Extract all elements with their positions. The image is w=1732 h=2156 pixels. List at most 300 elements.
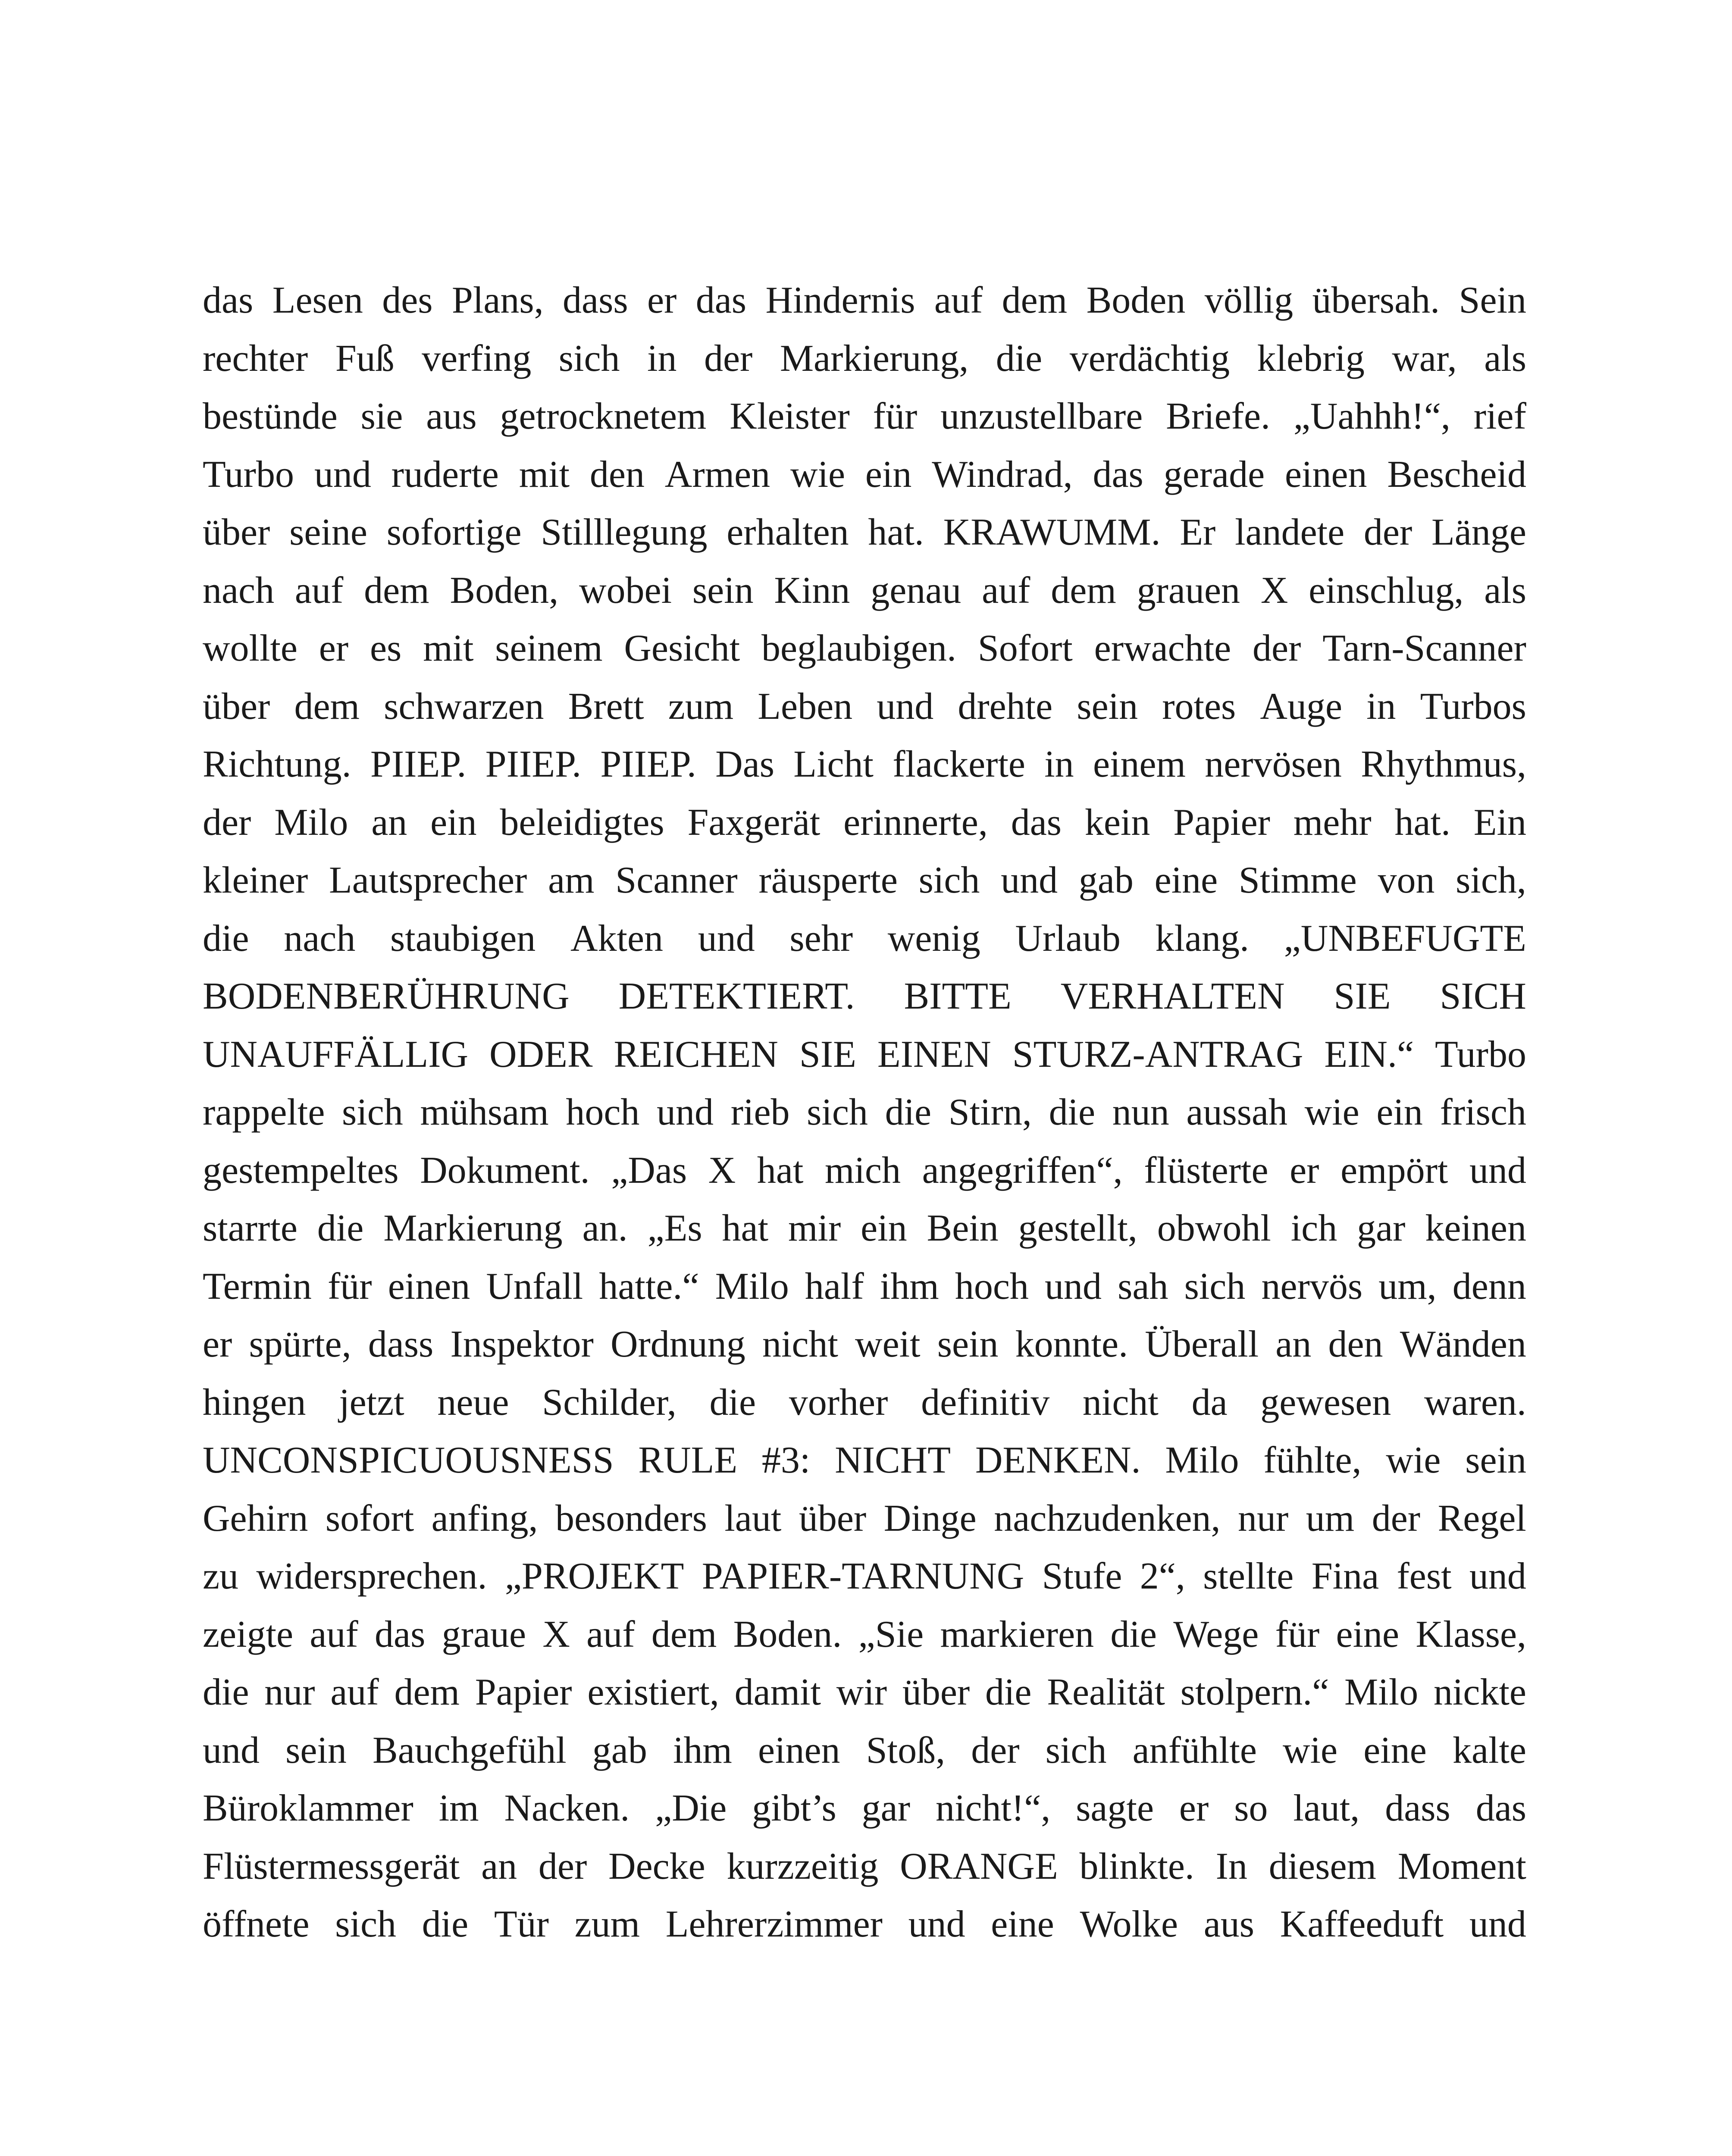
word: sein: [937, 1323, 999, 1365]
word: es: [370, 627, 402, 669]
text-line: [203, 1606, 1526, 1664]
word: des: [382, 279, 433, 321]
word: an: [481, 1845, 517, 1887]
word: das: [375, 1613, 426, 1655]
word: rief: [1473, 395, 1526, 437]
word: „Das: [611, 1149, 687, 1191]
word: Realität: [1047, 1671, 1165, 1713]
word: KRAWUMM.: [943, 511, 1161, 553]
word: er: [319, 627, 349, 669]
word: hatte.“: [599, 1265, 699, 1307]
word: gibt’s: [752, 1787, 836, 1829]
word: war,: [1392, 337, 1457, 379]
word: Plans,: [451, 279, 544, 321]
word: Brett: [568, 685, 644, 727]
word: DENKEN.: [975, 1439, 1141, 1481]
word: keinen: [1425, 1207, 1526, 1249]
word: klebrig: [1257, 337, 1365, 379]
word: das: [1475, 1787, 1526, 1829]
word: sich: [807, 1091, 868, 1133]
word: wenig: [887, 917, 980, 959]
word: obwohl: [1157, 1207, 1271, 1249]
word: X: [1260, 569, 1288, 611]
word: wie: [790, 453, 846, 495]
word: jetzt: [339, 1381, 404, 1423]
word: Dinge: [883, 1497, 977, 1539]
word: das: [1011, 801, 1062, 843]
word: Faxgerät: [687, 801, 821, 843]
word: sah: [1118, 1265, 1168, 1307]
word: Scanner: [615, 859, 738, 901]
word: ich: [1290, 1207, 1337, 1249]
word: In: [1215, 1845, 1247, 1887]
word: SIE: [1334, 975, 1391, 1017]
word: wollte: [203, 627, 298, 669]
word: angegriffen“,: [922, 1149, 1123, 1191]
word: er: [647, 279, 677, 321]
word: empört: [1340, 1149, 1448, 1191]
word: Turbos: [1420, 685, 1526, 727]
word: graue: [442, 1613, 526, 1655]
word: über: [902, 1671, 970, 1713]
word: dem: [364, 569, 429, 611]
word: dem: [1051, 569, 1116, 611]
word: denn: [1452, 1265, 1526, 1307]
word: Bescheid: [1387, 453, 1526, 495]
word: eine: [1154, 859, 1218, 901]
word: und: [657, 1091, 714, 1133]
word: hoch: [566, 1091, 640, 1133]
word: die: [885, 1091, 932, 1133]
word: bestünde: [203, 395, 338, 437]
word: und: [908, 1903, 965, 1945]
word: stellte: [1203, 1555, 1294, 1597]
word: der: [704, 337, 753, 379]
word: gab: [592, 1729, 647, 1771]
text-line: [203, 1780, 1526, 1838]
word: grauen: [1137, 569, 1240, 611]
word: auf: [330, 1671, 379, 1713]
word: auf: [934, 279, 983, 321]
word: der: [1372, 1497, 1421, 1539]
word: sich: [335, 1903, 397, 1945]
word: einen: [388, 1265, 470, 1307]
word: dass: [563, 279, 628, 321]
word: dem: [651, 1613, 717, 1655]
word: kein: [1084, 801, 1150, 843]
word: Boden,: [450, 569, 559, 611]
word: sofortige: [386, 511, 522, 553]
word: Boden: [1086, 279, 1186, 321]
word: Ein: [1473, 801, 1526, 843]
text-line: [203, 968, 1526, 1026]
word: beleidigtes: [500, 801, 664, 843]
word: frisch: [1440, 1091, 1526, 1133]
word: rotes: [1162, 685, 1236, 727]
word: zum: [574, 1903, 640, 1945]
word: PIIEP.: [370, 743, 467, 785]
word: zum: [668, 685, 734, 727]
word: als: [1484, 337, 1526, 379]
word: gar: [861, 1787, 911, 1829]
text-line: [203, 678, 1526, 736]
word: aussah: [1186, 1091, 1288, 1133]
word: rappelte: [203, 1091, 325, 1133]
word: Ordnung: [610, 1323, 745, 1365]
word: Gesicht: [624, 627, 740, 669]
text-line: [203, 736, 1526, 794]
word: Bein: [927, 1207, 999, 1249]
word: Fina: [1311, 1555, 1379, 1597]
word: den: [1328, 1323, 1383, 1365]
word: landete: [1235, 511, 1345, 553]
word: Schilder,: [542, 1381, 677, 1423]
word: in: [1366, 685, 1396, 727]
word: ein: [430, 801, 477, 843]
word: auf: [310, 1613, 358, 1655]
word: über: [203, 511, 270, 553]
word: nur: [1238, 1497, 1289, 1539]
word: spürte,: [249, 1323, 351, 1365]
text-line: [203, 1316, 1526, 1374]
word: mit: [423, 627, 474, 669]
word: Milo: [274, 801, 348, 843]
word: mehr: [1293, 801, 1372, 843]
word: um: [1306, 1497, 1355, 1539]
word: nun: [1112, 1091, 1169, 1133]
word: einschlug,: [1309, 569, 1464, 611]
word: Büroklammer: [203, 1787, 413, 1829]
word: Nacken.: [504, 1787, 630, 1829]
word: übersah.: [1312, 279, 1440, 321]
word: hat: [757, 1149, 804, 1191]
word: RULE: [638, 1439, 738, 1481]
word: Das: [715, 743, 775, 785]
word: „Uahhh!“,: [1293, 395, 1450, 437]
text-line: [203, 446, 1526, 504]
word: und: [203, 1729, 260, 1771]
word: ein: [861, 1207, 907, 1249]
word: Papier: [1173, 801, 1270, 843]
word: Papier: [475, 1671, 572, 1713]
word: Kinn: [774, 569, 850, 611]
word: das: [695, 279, 747, 321]
text-line: [203, 1374, 1526, 1432]
word: nicht: [1082, 1381, 1159, 1423]
word: den: [589, 453, 645, 495]
word: drehte: [958, 685, 1053, 727]
word: der: [1253, 627, 1301, 669]
word: und: [1469, 1903, 1526, 1945]
word: seine: [289, 511, 367, 553]
word: und: [1469, 1149, 1526, 1191]
word: dem: [394, 1671, 460, 1713]
word: wir: [836, 1671, 887, 1713]
word: an: [371, 801, 407, 843]
word: in: [1044, 743, 1074, 785]
word: eine: [991, 1903, 1054, 1945]
word: auf: [294, 569, 344, 611]
word: laut,: [1293, 1787, 1360, 1829]
word: gestempeltes: [203, 1149, 399, 1191]
word: hat.: [868, 511, 924, 553]
text-line: [203, 852, 1526, 910]
word: Hindernis: [765, 279, 915, 321]
word: Dokument.: [420, 1149, 590, 1191]
word: Bauchgefühl: [373, 1729, 567, 1771]
text-line: [203, 562, 1526, 620]
word: die: [317, 1207, 364, 1249]
word: X: [708, 1149, 736, 1191]
word: DETEKTIERT.: [618, 975, 855, 1017]
text-line: [203, 504, 1526, 562]
word: und: [1001, 859, 1058, 901]
word: hat.: [1394, 801, 1450, 843]
word: verdächtig: [1069, 337, 1230, 379]
word: Lesen: [272, 279, 363, 321]
text-line: [203, 794, 1526, 852]
word: erwachte: [1094, 627, 1231, 669]
word: dem: [294, 685, 360, 727]
word: eine: [1336, 1613, 1400, 1655]
word: EIN.“: [1324, 1033, 1414, 1075]
word: über: [799, 1497, 867, 1539]
word: kleiner: [203, 859, 308, 901]
word: gestellt,: [1018, 1207, 1137, 1249]
word: aus: [1203, 1903, 1255, 1945]
text-line: [203, 330, 1526, 388]
text-line: [203, 1258, 1526, 1316]
word: Windrad,: [932, 453, 1073, 495]
word: ODER: [489, 1033, 593, 1075]
word: Urlaub: [1015, 917, 1121, 959]
word: wie: [1386, 1439, 1441, 1481]
word: „Die: [655, 1787, 727, 1829]
word: Unfall: [486, 1265, 583, 1307]
word: das: [1093, 453, 1143, 495]
word: SICH: [1440, 975, 1526, 1017]
word: und: [877, 685, 934, 727]
word: Milo: [1344, 1671, 1419, 1713]
word: da: [1191, 1381, 1228, 1423]
word: er: [1290, 1149, 1319, 1191]
word: Inspektor: [450, 1323, 594, 1365]
word: ein: [1376, 1091, 1423, 1133]
word: Tür: [494, 1903, 549, 1945]
word: vorher: [789, 1381, 888, 1423]
word: klang.: [1155, 917, 1250, 959]
word: definitiv: [921, 1381, 1050, 1423]
word: existiert,: [587, 1671, 719, 1713]
word: die: [709, 1381, 756, 1423]
word: nervös: [1261, 1265, 1363, 1307]
word: ihm: [673, 1729, 732, 1771]
word: sein: [1465, 1439, 1526, 1481]
word: Boden.: [733, 1613, 842, 1655]
word: die: [203, 917, 249, 959]
word: sich: [558, 337, 620, 379]
word: Leben: [758, 685, 853, 727]
word: sehr: [789, 917, 853, 959]
word: der: [971, 1729, 1020, 1771]
word: Turbo: [203, 453, 294, 495]
word: Termin: [203, 1265, 312, 1307]
word: laut: [724, 1497, 782, 1539]
word: zeigte: [203, 1613, 294, 1655]
word: X: [542, 1613, 570, 1655]
word: dass: [368, 1323, 434, 1365]
text-line: [203, 1490, 1526, 1548]
word: verfing: [422, 337, 532, 379]
word: für: [328, 1265, 372, 1307]
word: Gehirn: [203, 1497, 308, 1539]
word: half: [805, 1265, 864, 1307]
word: Kaffeeduft: [1280, 1903, 1444, 1945]
word: Wolke: [1080, 1903, 1178, 1945]
word: Kleister: [730, 395, 850, 437]
word: BODENBERÜHRUNG: [203, 975, 570, 1017]
text-line: [203, 1084, 1526, 1142]
word: als: [1484, 569, 1526, 611]
word: „Sie: [858, 1613, 924, 1655]
word: über: [203, 685, 270, 727]
word: und: [1045, 1265, 1102, 1307]
word: auf: [586, 1613, 635, 1655]
word: das: [203, 279, 254, 321]
word: hat: [722, 1207, 769, 1249]
word: der: [1363, 511, 1413, 553]
word: völlig: [1204, 279, 1294, 321]
text-line: [203, 1838, 1526, 1896]
word: und: [314, 453, 371, 495]
word: Er: [1180, 511, 1216, 553]
word: Flüstermessgerät: [203, 1845, 460, 1887]
text-line: [203, 1200, 1526, 1258]
word: gewesen: [1260, 1381, 1391, 1423]
text-line: [203, 1432, 1526, 1490]
word: sein: [285, 1729, 347, 1771]
word: Regel: [1438, 1497, 1526, 1539]
word: flüsterte: [1144, 1149, 1268, 1191]
word: sofort: [325, 1497, 414, 1539]
word: und: [1469, 1555, 1526, 1597]
body-paragraph: [203, 272, 1526, 1954]
word: sich,: [1456, 859, 1526, 901]
word: am: [548, 859, 595, 901]
word: „Es: [647, 1207, 702, 1249]
word: STURZ-ANTRAG: [1012, 1033, 1303, 1075]
word: markieren: [940, 1613, 1094, 1655]
word: um,: [1378, 1265, 1437, 1307]
word: Briefe.: [1166, 395, 1270, 437]
word: die: [422, 1903, 469, 1945]
word: Markierung: [383, 1207, 563, 1249]
word: die: [1049, 1091, 1096, 1133]
word: PIIEP.: [485, 743, 582, 785]
word: gerade: [1163, 453, 1265, 495]
word: Rhythmus,: [1361, 743, 1526, 785]
text-line: [203, 910, 1526, 968]
text-line: [203, 388, 1526, 446]
word: beglaubigen.: [761, 627, 957, 669]
word: sie: [360, 395, 403, 437]
word: er: [1179, 1787, 1209, 1829]
word: Milo: [715, 1265, 789, 1307]
word: die: [985, 1671, 1032, 1713]
word: nickte: [1433, 1671, 1526, 1713]
word: Turbo: [1435, 1033, 1526, 1075]
word: nur: [264, 1671, 315, 1713]
word: UNAUFFÄLLIG: [203, 1033, 468, 1075]
word: für: [1275, 1613, 1320, 1655]
word: Lehrerzimmer: [665, 1903, 883, 1945]
word: Auge: [1260, 685, 1342, 727]
word: anfühlte: [1132, 1729, 1257, 1771]
word: dass: [1385, 1787, 1450, 1829]
word: staubigen: [390, 917, 536, 959]
text-line: [203, 1722, 1526, 1780]
word: #3:: [761, 1439, 811, 1481]
word: im: [438, 1787, 479, 1829]
word: die: [1110, 1613, 1157, 1655]
word: wobei: [579, 569, 672, 611]
word: Fuß: [335, 337, 395, 379]
word: in: [647, 337, 677, 379]
word: an.: [582, 1207, 628, 1249]
word: rieb: [730, 1091, 790, 1133]
word: so: [1234, 1787, 1268, 1829]
word: er: [203, 1323, 232, 1365]
word: nach: [203, 569, 275, 611]
word: Stirn,: [948, 1091, 1032, 1133]
word: Wänden: [1400, 1323, 1526, 1365]
word: an: [1275, 1323, 1312, 1365]
word: Klasse,: [1416, 1613, 1526, 1655]
word: hingen: [203, 1381, 306, 1423]
word: Überall: [1145, 1323, 1259, 1365]
word: „UNBEFUGTE: [1284, 917, 1526, 959]
word: sich: [1184, 1265, 1246, 1307]
word: für: [873, 395, 918, 437]
word: rechter: [203, 337, 308, 379]
word: sich: [1045, 1729, 1107, 1771]
word: kalte: [1452, 1729, 1526, 1771]
text-line: [203, 1664, 1526, 1722]
word: BITTE: [904, 975, 1012, 1017]
word: die: [203, 1671, 249, 1713]
word: sagte: [1076, 1787, 1154, 1829]
word: von: [1378, 859, 1435, 901]
word: damit: [734, 1671, 821, 1713]
word: 2“,: [1140, 1555, 1185, 1597]
word: Licht: [793, 743, 874, 785]
word: einem: [1093, 743, 1186, 785]
word: waren.: [1424, 1381, 1526, 1423]
word: starrte: [203, 1207, 298, 1249]
word: einen: [758, 1729, 840, 1771]
word: PAPIER-TARNUNG: [702, 1555, 1024, 1597]
word: nervösen: [1205, 743, 1342, 785]
word: mir: [788, 1207, 841, 1249]
word: einen: [1284, 453, 1367, 495]
word: ORANGE: [900, 1845, 1058, 1887]
word: stolpern.“: [1180, 1671, 1329, 1713]
word: Stufe: [1042, 1555, 1122, 1597]
word: nach: [284, 917, 356, 959]
word: eine: [1363, 1729, 1427, 1771]
text-line: [203, 620, 1526, 678]
word: dem: [1002, 279, 1068, 321]
